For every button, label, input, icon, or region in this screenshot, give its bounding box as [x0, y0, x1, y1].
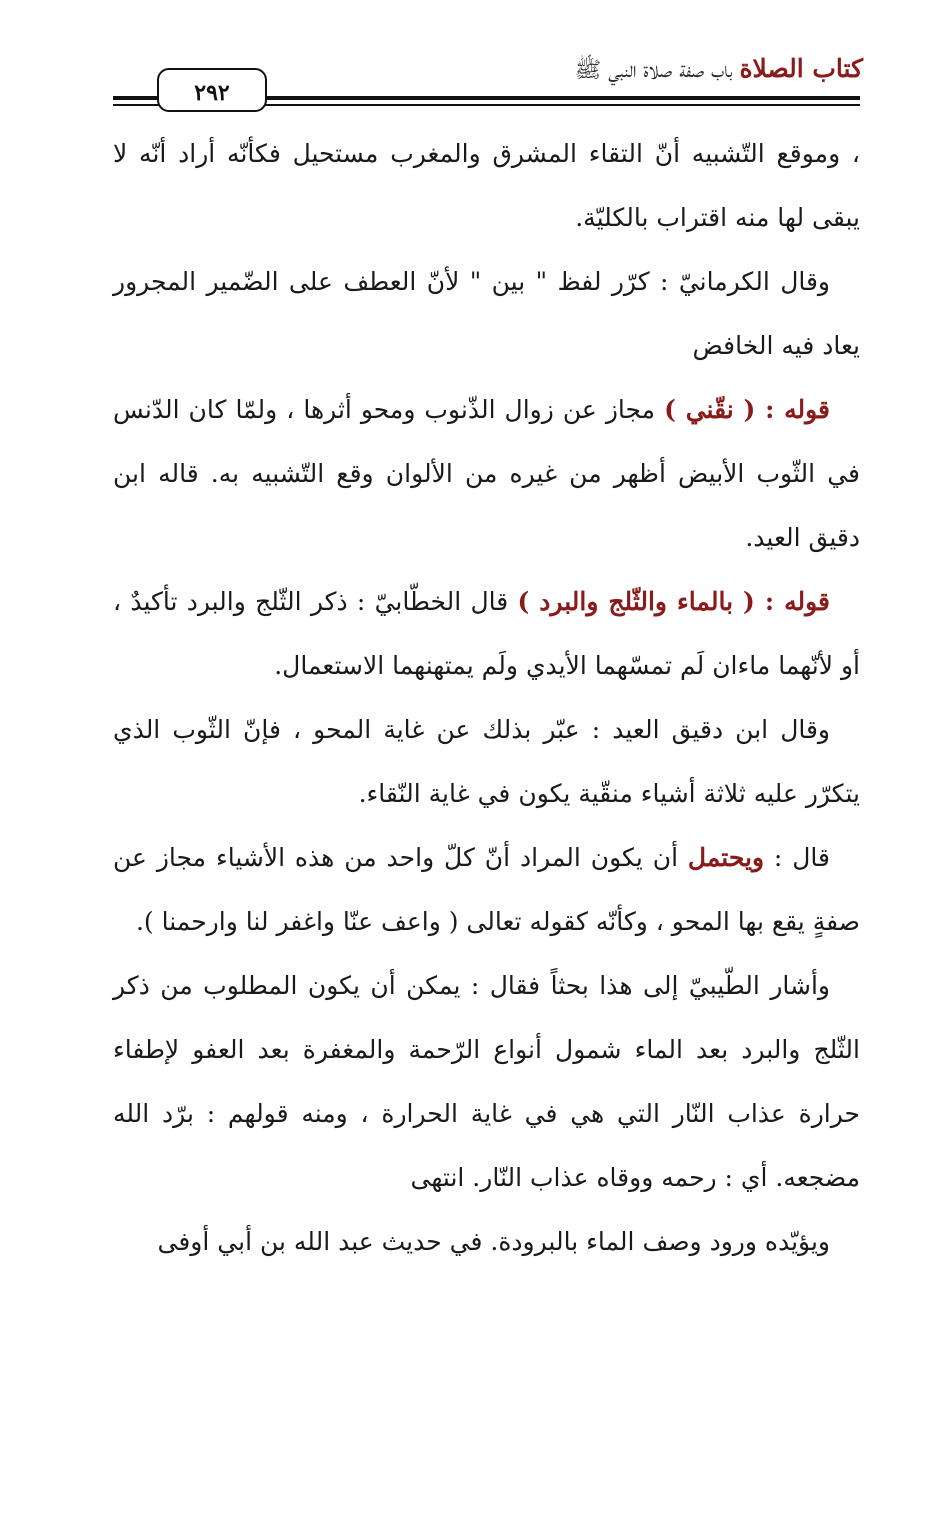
- paragraph-text: وقال الكرمانيّ : كرّر لفظ " بين " لأنّ العطف على الضّمير المجرور يعاد فيه الخافض: [113, 267, 860, 360]
- paragraph: [113, 122, 860, 250]
- highlighted-lemma: قوله : ( نقّني ): [664, 395, 830, 424]
- paragraph: [113, 378, 860, 570]
- paragraph: [113, 250, 860, 378]
- paragraph: [113, 570, 860, 698]
- paragraph-text: ، وموقع التّشبيه أنّ التقاء المشرق والمغرب مستحيل فكأنّه أراد أنّه لا يبقى لها منه اقتراب بالكليّة.: [113, 139, 860, 232]
- paragraph-text: ويؤيّده ورود وصف الماء بالبرودة. في حديث عبد الله بن أبي أوفى: [157, 1227, 830, 1256]
- paragraph: [113, 1210, 860, 1274]
- paragraph-text: مجاز عن زوال الذّنوب ومحو أثرها ، ولمّا كان الدّنس في الثّوب الأبيض أظهر من غيره من الألوان وقع التّشبيه به. قاله ابن دقيق العيد.: [113, 395, 860, 552]
- paragraph-text: أن يكون المراد أنّ كلّ واحد من هذه الأشياء مجاز عن صفةٍ يقع بها المحو ، وكأنّه كقوله تعالى ( واعف عنّا واغفر لنا وارحمنا ).: [113, 843, 860, 936]
- paragraph-text: وأشار الطّيبيّ إلى هذا بحثاً فقال : يمكن أن يكون المطلوب من ذكر الثّلج والبرد بعد الماء شمول أنواع الرّحمة والمغفرة بعد العفو لإطفاء حرارة عذاب النّار التي هي في غاية الحرارة ، ومنه قولهم : برّد الله مضجعه. أي : رحمه ووقاه عذاب النّار. انتهى: [113, 971, 860, 1192]
- paragraph: [113, 698, 860, 826]
- paragraph-text: وقال ابن دقيق العيد : عبّر بذلك عن غاية المحو ، فإنّ الثّوب الذي يتكرّر عليه ثلاثة أشياء منقّية يكون في غاية النّقاء.: [113, 715, 860, 808]
- book-title: كتاب الصلاة: [739, 54, 863, 83]
- text-body: [113, 122, 860, 1274]
- chapter-title: باب صفة صلاة النبي ﷺ: [574, 58, 733, 83]
- paragraph-text: قال الخطّابيّ : ذكر الثّلج والبرد تأكيدٌ ، أو لأنّهما ماءان لَم تمسّهما الأيدي ولَم يمتهنهما الاستعمال.: [113, 587, 860, 680]
- page-number: ٢٩٢: [157, 68, 267, 112]
- paragraph: [113, 826, 860, 954]
- highlighted-lemma: ويحتمل: [687, 843, 765, 872]
- highlighted-lemma: قوله : ( بالماء والثّلج والبرد ): [517, 587, 830, 616]
- paragraph-text: قال :: [764, 843, 830, 872]
- running-header: [575, 52, 863, 88]
- paragraph: [113, 954, 860, 1210]
